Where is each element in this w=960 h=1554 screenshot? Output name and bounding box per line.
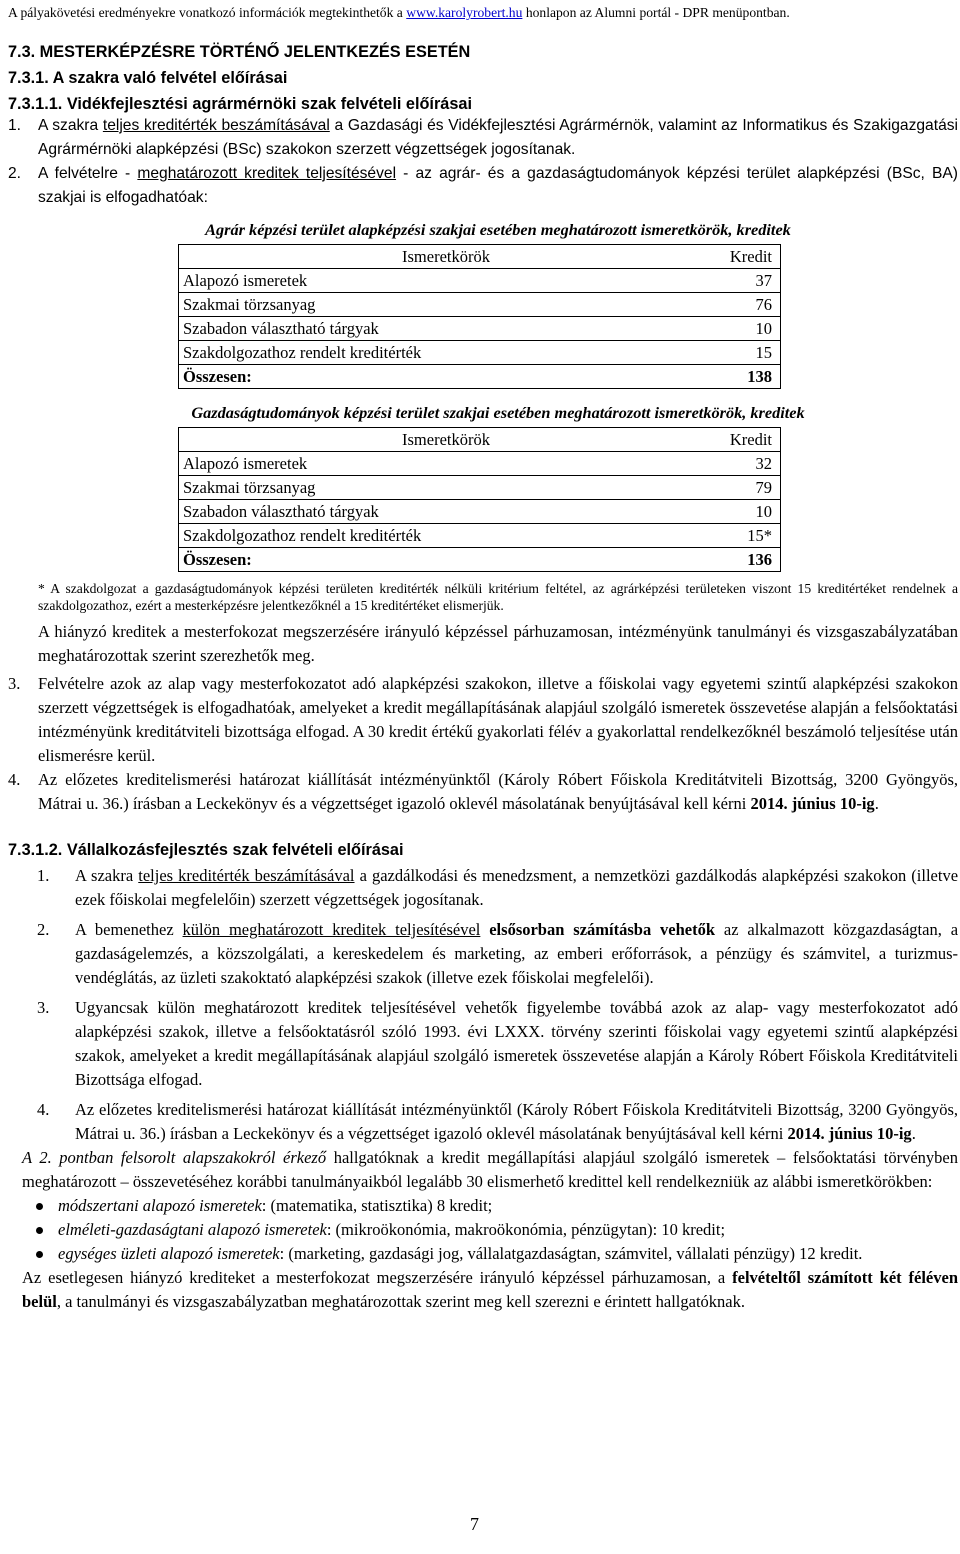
table-cell-label: Szakmai törzsanyag [179,476,714,500]
s2-item-1-number: 1. [37,866,50,885]
table-footnote: * A szakdolgozat a gazdaságtudományok képzési területen kreditérték nélküli kritérium feltétel, az agrárképzési területeken viszont 15 kreditértéket rendelnek a szakdolgozathoz, ezért a mesterképzésre jelentkezőknél a 15 kreditértéket elismerjük. [38,581,958,613]
page-header [8,4,958,21]
closing-text-b: , a tanulmányi és vizsgaszabályzatban meghatározottak szerint meg kell szerezni e érintett hallgatóknak. [56,1292,745,1311]
table-cell-value: 76 [713,293,781,317]
credits-table-agrar [178,244,781,389]
table-cell-value: 10 [713,317,781,341]
table-header-row [179,245,781,269]
table-cell-label: Szakmai törzsanyag [179,293,714,317]
s1-item-1-number: 1. [8,117,22,134]
table-cell-value: 32 [713,452,781,476]
table-head-kredit: Kredit [713,245,781,269]
table-row [179,293,781,317]
table-cell-label: Szabadon választható tárgyak [179,500,714,524]
bullet-item-text: : (marketing, gazdasági jog, vállalatgazdaságtan, számvitel, vállalati pénzügy) 12 kredit. [279,1244,863,1263]
closing-paragraph [22,1266,958,1314]
table-head-kredit: Kredit [713,428,781,452]
table-total-row [179,548,781,572]
s2-item-1-text-a: A szakra [75,866,134,885]
table-cell-label: Szakdolgozathoz rendelt kreditérték [179,341,714,365]
s1-item-2 [8,162,958,210]
bullet-item-italic: elméleti-gazdaságtani alapozó ismeretek [58,1220,327,1239]
table-total-row [179,365,781,389]
table-row [179,500,781,524]
s1-item-3 [8,672,958,768]
table-total-value: 138 [713,365,781,389]
table2-caption: Gazdaságtudományok képzési terület szakjai esetében meghatározott ismeretkörök, kreditek [191,403,805,422]
s2-item-1 [37,864,959,912]
page-number: 7 [470,1514,479,1534]
s1-item-4-text: Az előzetes kreditelismerési határozat kiállítását intézményünktől (Károly Róbert Főiskola Kreditátviteli Bizottság, 3200 Gyöngyös, Mátrai u. 36.) írásban a Leckekönyv és a végzettséget igazoló oklevél másolatának benyújtásával kell kérni [38,770,958,813]
bullet-icon [36,1227,43,1234]
heading-7-3: 7.3. MESTERKÉPZÉSRE TÖRTÉNŐ JELENTKEZÉS ESETÉN [8,43,471,61]
table-total-label: Összesen: [179,548,714,572]
bullet-item-italic: egységes üzleti alapozó ismeretek [58,1244,280,1263]
s2-intro-italic: A 2. pontban felsorolt alapszakokról érkező [22,1148,327,1167]
table-cell-value: 15* [713,524,781,548]
s2-item-4-deadline: 2014. június 10-ig [787,1124,912,1143]
table-row [179,476,781,500]
s2-item-1-underlined: teljes kreditérték beszámításával [138,866,355,885]
s2-item-4-number: 4. [37,1100,50,1119]
s1-item-4 [8,768,958,816]
table-total-value: 136 [713,548,781,572]
s2-item-3-text: Ugyancsak külön meghatározott kreditek teljesítésével vehetők figyelembe továbbá azok az alap- vagy mesterfokozatot adó alapképzési szakok, illetve a felsőoktatásról szóló 1993. évi LXXX. törvény szerinti főiskolai vagy egyetemi szintű alapképzési szakok, amelyeket a kredit megállapításának alapjául szolgáló ismeretek összevetése alapján a Károly Róbert Főiskola Kreditátviteli Bizottsága elfogad. [75,998,958,1089]
heading-7-3-1-2: 7.3.1.2. Vállalkozásfejlesztés szak felvételi előírásai [8,841,404,859]
header-prefix: A pályakövetési eredményekre vonatkozó információk megtekinthetők a [8,5,403,20]
table-cell-label: Alapozó ismeretek [179,269,714,293]
s1-item-2-text-b: - az agrár- és a gazdaságtudományok képzési terület alapképzési (BSc, BA) szakjai is elfogadhatóak: [38,165,958,206]
s2-item-4-text: Az előzetes kreditelismerési határozat kiállítását intézményünktől (Károly Róbert Főiskola Kreditátviteli Bizottság, 3200 Gyöngyös, Mátrai u. 36.) írásban a Leckekönyv és a végzettséget igazoló oklevél másolatának benyújtásával kell kérni [75,1100,958,1143]
bullet-item [58,1218,958,1242]
table1-caption: Agrár képzési terület alapképzési szakjai esetében meghatározott ismeretkörök, kreditek [205,220,791,239]
closing-text-a: Az esetlegesen hiányzó krediteket a mesterfokozat megszerzésére irányuló képzéssel párhuzamosan, a [22,1268,726,1287]
heading-7-3-1-1: 7.3.1.1. Vidékfejlesztési agrármérnöki szak felvételi előírásai [8,95,472,113]
s1-item-4-deadline: 2014. június 10-ig [750,794,875,813]
bullet-item [58,1194,958,1218]
table-cell-label: Szabadon választható tárgyak [179,317,714,341]
table-cell-value: 10 [713,500,781,524]
table-row [179,269,781,293]
s2-item-4 [37,1098,958,1146]
header-link[interactable]: www.karolyrobert.hu [406,5,523,20]
document-body [0,40,960,1314]
table-cell-value: 79 [713,476,781,500]
table-cell-value: 37 [713,269,781,293]
heading-7-3-1: 7.3.1. A szakra való felvétel előírásai [8,69,288,87]
table-cell-label: Szakdolgozathoz rendelt kreditérték [179,524,714,548]
s1-item-2-text-a: A felvételre - [38,165,131,182]
missing-credits-paragraph: A hiányzó kreditek a mesterfokozat megszerzésére irányuló képzéssel párhuzamosan, intézményünk tanulmányi és vizsgaszabályzatában meghatározottak szerint szerezhetők meg. [38,622,958,665]
bullet-item-italic: módszertani alapozó ismeretek [58,1196,262,1215]
bullet-icon [36,1251,43,1258]
s1-item-3-number: 3. [8,674,21,693]
table-row [179,452,781,476]
s1-item-3-text: Felvételre azok az alap vagy mesterfokozatot adó alapképzési szakokon, illetve a főiskolai vagy egyetemi szintű alapképzési szakokon szerzett végzettségek is elfogadhatóak, amelyeket a kredit megállapításának alapjául szolgáló ismeretek összevetése alapján a felsőoktatási intézményünk kreditátviteli bizottsága elfogad. A 30 kredit értékű gyakorlati félév a gyakorlattal rendelkezőknél beszámoló teljesítése után elismerésre kerül. [38,674,958,765]
header-suffix: honlapon az Alumni portál - DPR menüpontban. [525,5,790,20]
s2-item-4-end: . [911,1124,916,1143]
s2-intro-text: hallgatóknak a kredit megállapítási alapjául szolgáló ismeretek – felsőoktatási törvényben meghatározott – összevetéséhez korábbi tanulmányaikból legalább 30 elismerhető kredittel kell rendelkezniük az alábbi ismeretkörökben: [22,1148,959,1191]
s1-item-1-text-b: a Gazdasági és Vidékfejlesztési Agrármérnök, valamint az Informatikus és Szakigazgatási Agrármérnöki alapképzési (BSc) szakokon szerzett végzettségek jogosítanak. [38,117,958,158]
table-head-ismeretkorok: Ismeretkörök [179,245,714,269]
s1-item-2-number: 2. [8,165,22,182]
s1-item-1-underlined: teljes kreditérték beszámításával [102,117,330,134]
table-head-ismeretkorok: Ismeretkörök [179,428,714,452]
s1-item-2-underlined: meghatározott kreditek teljesítésével [137,165,397,182]
bullet-icon [36,1203,43,1210]
s2-intro-paragraph [22,1146,958,1194]
s2-item-3-number: 3. [37,998,50,1017]
s2-item-2 [37,918,959,990]
s1-item-1 [8,114,958,162]
closing-bold: felvételtől számított két féléven belül [22,1268,959,1311]
table-row [179,341,781,365]
s1-item-4-number: 4. [8,770,21,789]
table-cell-label: Alapozó ismeretek [179,452,714,476]
bullet-item-text: : (mikroökonómia, makroökonómia, pénzügytan): 10 kredit; [326,1220,726,1239]
table-total-label: Összesen: [179,365,714,389]
bullet-item-text: : (matematika, statisztika) 8 kredit; [261,1196,493,1215]
table-row [179,317,781,341]
s1-item-1-text-a: A szakra [38,117,99,134]
s2-item-2-underlined: külön meghatározott kreditek teljesítésével [182,920,481,939]
table-cell-value: 15 [713,341,781,365]
s2-item-3 [37,996,958,1092]
table-row [179,524,781,548]
s2-item-2-text-b: az alkalmazott közgazdaságtan, a gazdaságelemzés, a közszolgálati, a kereskedelem és marketing, az emberi erőforrások, a pénzügy és számvitel, a turizmus-vendéglátás, az üzleti szakoktató alapképzési szakok (illetve ezek főiskolai megfelelői). [75,920,959,987]
s2-item-2-number: 2. [37,920,50,939]
s1-item-4-end: . [874,794,879,813]
bullet-item [58,1242,958,1266]
credits-table-gazdasag [178,427,781,572]
table-header-row [179,428,781,452]
s2-item-2-text-a: A bemenethez [75,920,174,939]
s2-item-2-bold: elsősorban számításba vehetők [489,920,716,939]
s2-item-1-text-b: a gazdálkodási és menedzsment, a nemzetközi gazdálkodás alapképzési szakokon (illetve ezek főiskolai megfelelőin) szerzett végzettségek jogosítanak. [75,866,959,909]
